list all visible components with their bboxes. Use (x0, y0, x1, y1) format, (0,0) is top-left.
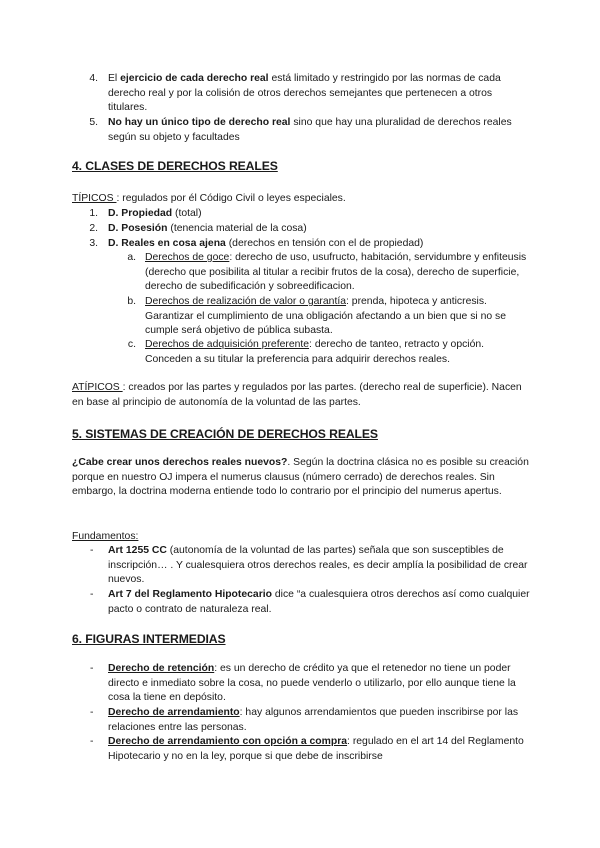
tipicos-paragraph (72, 192, 532, 207)
text-segment: : es un derecho de crédito ya que el retenedor no tiene un poder directo e inmediato sobre la cosa, no puede venderlo o utilizarlo, por ello aunque tiene la cosa la tiene en depósito. (108, 663, 516, 704)
list-number: 4. (89, 73, 98, 84)
bold-phrase: Art 7 del Reglamento Hipotecario (108, 589, 272, 600)
section-heading: 6. FIGURAS INTERMEDIAS (72, 632, 226, 646)
text-segment: dice “a cualesquiera otros derechos así como cualquier pacto o contrato de naturaleza real. (108, 589, 530, 615)
underlined-term: Derechos de goce (145, 252, 230, 263)
bold-phrase: D. Reales en cosa ajena (108, 238, 226, 249)
sublist-item-text (145, 338, 530, 367)
list-letter: b. (127, 296, 136, 307)
text-segment: El (108, 73, 121, 84)
bullet-dash: - (90, 736, 94, 747)
text-segment: sino que hay una pluralidad de derechos reales según su objeto y facultades (108, 117, 512, 143)
text-segment: : derecho de tanteo, retracto y opción. Conceden a su titular la preferencia para adquirir derechos reales. (145, 339, 485, 365)
bold-phrase: ¿Cabe crear unos derechos reales nuevos? (72, 457, 288, 468)
section-heading: 5. SISTEMAS DE CREACIÓN DE DERECHOS REALES (72, 427, 378, 441)
list-item-text (108, 116, 518, 145)
fundamentos-label: Fundamentos: (72, 531, 139, 542)
section-heading: 4. CLASES DE DERECHOS REALES (72, 159, 278, 173)
text-segment: : creados por las partes y regulados por las partes. (derecho real de superficie). Nacen en base al principio de autonomía de la voluntad de las partes. (72, 382, 522, 408)
sublist-item-text (145, 295, 530, 339)
text-segment: : regulados por él Código Civil o leyes especiales. (116, 193, 346, 204)
text-segment: : derecho de uso, usufructo, habitación, servidumbre y enfiteusis (derecho que posibilita al titular a recibir frutos de la cosa), derecho de superficie, derecho de subedificación y sobreedificacion. (145, 252, 527, 293)
list-number: 5. (89, 117, 98, 128)
list-item-text (108, 72, 518, 116)
text-segment: (total) (172, 208, 202, 219)
bullet-item-text (108, 588, 530, 617)
bullet-dash: - (90, 545, 94, 556)
atipicos-paragraph (72, 381, 532, 410)
text-segment: : regulado en el art 14 del Reglamento Hipotecario y no en la ley, porque si que debe de inscribirse (108, 736, 524, 762)
bullet-dash: - (90, 707, 94, 718)
text-segment: . Según la doctrina clásica no es posible su creación porque en nuestro OJ impera el numerus clausus (número cerrado) de derechos reales. Sin embargo, la doctrina moderna entiende todo lo contrario por el principio del numerus apertus. (72, 457, 529, 498)
bold-underlined-term: Derecho de arrendamiento (108, 707, 240, 718)
bold-underlined-term: Derecho de arrendamiento con opción a compra (108, 736, 348, 747)
sublist-item-text (145, 251, 530, 295)
list-item-text (108, 222, 528, 237)
bold-phrase: No hay un único tipo de derecho real (108, 117, 291, 128)
bullet-dash: - (90, 589, 94, 600)
list-item-text (108, 207, 528, 222)
bullet-item-text (108, 662, 530, 706)
text-segment: (autonomía de la voluntad de las partes) señala que son susceptibles de inscripción… . Y cualesquiera otros derechos reales, es decir amplía la posibilidad de crear nuevos. (108, 545, 528, 586)
list-number: 1. (89, 208, 98, 219)
bullet-item-text (108, 735, 530, 764)
bullet-item-text (108, 544, 530, 588)
text-segment: (derechos en tensión con el de propiedad) (225, 238, 424, 249)
list-number: 2. (89, 223, 98, 234)
bold-phrase: Art 1255 CC (108, 545, 167, 556)
underlined-term: Derechos de adquisición preferente (145, 339, 310, 350)
text-segment: (tenencia material de la cosa) (167, 223, 307, 234)
bold-phrase: D. Posesión (108, 223, 168, 234)
text-segment: está limitado y restringido por las normas de cada derecho real y por la colisión de otros derechos semejantes que pertenecen a otros titulares. (108, 73, 501, 114)
list-item-text (108, 237, 528, 252)
text-segment: : prenda, hipoteca y anticresis. Garantizar el cumplimiento de una obligación afectando a un bien que si no se cumple será objetivo de pública subasta. (145, 296, 507, 337)
bullet-item-text (108, 706, 530, 735)
question-paragraph (72, 456, 534, 500)
list-letter: a. (127, 252, 136, 263)
bullet-dash: - (90, 663, 94, 674)
underlined-label: ATÍPICOS (72, 382, 123, 393)
text-segment: : hay algunos arrendamientos que pueden inscribirse por las relaciones entre las personas. (108, 707, 519, 733)
list-letter: c. (127, 339, 136, 350)
bold-underlined-term: Derecho de retención (108, 663, 215, 674)
list-number: 3. (89, 238, 98, 249)
underlined-term: Derechos de realización de valor o garantía (145, 296, 347, 307)
underlined-label: TÍPICOS (72, 193, 117, 204)
bold-phrase: D. Propiedad (108, 208, 173, 219)
bold-phrase: ejercicio de cada derecho real (120, 73, 269, 84)
